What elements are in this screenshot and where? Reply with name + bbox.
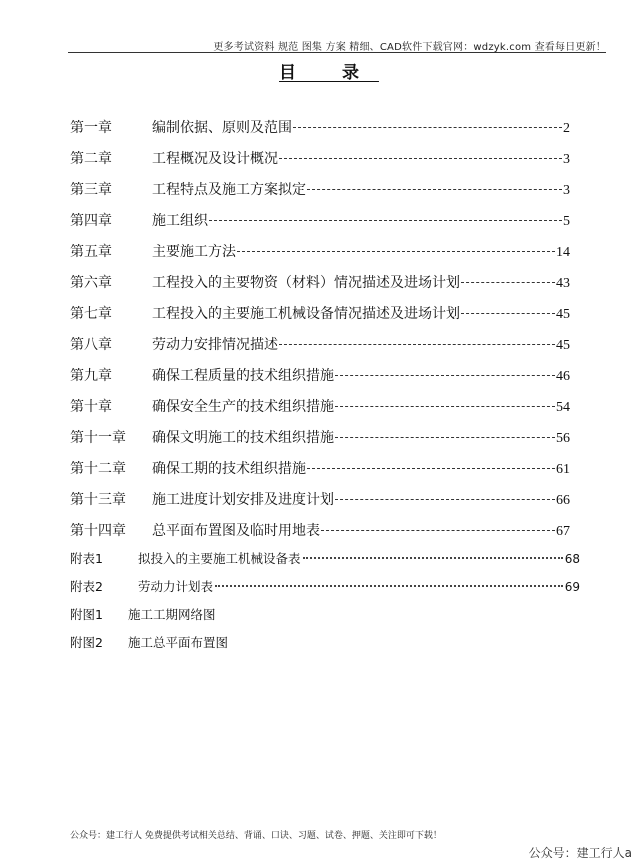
toc-chapter: 第四章: [70, 213, 112, 229]
toc-page: 67: [556, 524, 570, 539]
toc-title: 确保安全生产的技术组织措施: [152, 399, 334, 415]
appendix-label: 附图2: [70, 635, 103, 650]
toc-leader: [335, 405, 555, 407]
table-of-contents: [70, 117, 570, 551]
appendix-title: 劳动力计划表: [138, 579, 214, 594]
appendix-page: 68: [564, 552, 580, 566]
toc-chapter: 第十二章: [70, 461, 126, 477]
appendix-row[interactable]: [70, 549, 580, 577]
appendix-title: 拟投入的主要施工机械设备表: [138, 551, 301, 566]
header-note: 更多考试资料 规范 图集 方案 精细、CAD软件下载官网：wdzyk.com 查看每日更新！: [213, 42, 606, 53]
toc-page: 14: [556, 245, 570, 260]
appendix-label: 附表1: [70, 551, 103, 566]
toc-title: 施工组织: [152, 213, 208, 229]
toc-page: 46: [556, 369, 570, 384]
appendix-row[interactable]: [70, 577, 580, 605]
toc-leader: [279, 157, 562, 159]
appendix-list: [70, 549, 580, 661]
toc-title: 总平面布置图及临时用地表: [152, 523, 320, 539]
toc-leader: [321, 529, 555, 531]
toc-leader: [279, 343, 555, 345]
toc-title: 工程概况及设计概况: [152, 151, 278, 167]
toc-page: 43: [556, 276, 570, 291]
toc-title: 工程特点及施工方案拟定: [152, 182, 306, 198]
toc-title: 主要施工方法: [152, 244, 236, 260]
toc-row[interactable]: [70, 334, 570, 365]
toc-page: 54: [556, 400, 570, 415]
toc-page: 3: [563, 183, 570, 198]
toc-leader: [335, 436, 555, 438]
toc-title: 施工进度计划安排及进度计划: [152, 492, 334, 508]
toc-row[interactable]: [70, 272, 570, 303]
toc-row[interactable]: [70, 148, 570, 179]
toc-page: 61: [556, 462, 570, 477]
appendix-label: 附表2: [70, 579, 103, 594]
toc-leader: [307, 188, 562, 190]
footer-note: 公众号：建工行人 免费提供考试相关总结、背诵、口诀、习题、试卷、押题、关注即可下载！: [70, 831, 442, 841]
toc-page: 45: [556, 338, 570, 353]
toc-title: 劳动力安排情况描述: [152, 337, 278, 353]
appendix-row[interactable]: [70, 605, 580, 633]
toc-leader: [237, 250, 555, 252]
appendix-row[interactable]: [70, 633, 580, 661]
toc-page: 45: [556, 307, 570, 322]
toc-chapter: 第十四章: [70, 523, 126, 539]
toc-chapter: 第十三章: [70, 492, 126, 508]
toc-leader: [335, 498, 555, 500]
toc-page: 2: [563, 121, 570, 136]
toc-chapter: 第一章: [70, 120, 112, 136]
appendix-title: 施工总平面布置图: [128, 635, 229, 650]
toc-title: 工程投入的主要物资（材料）情况描述及进场计划: [152, 275, 460, 291]
toc-title: 确保工期的技术组织措施: [152, 461, 306, 477]
toc-row[interactable]: [70, 210, 570, 241]
toc-row[interactable]: [70, 489, 570, 520]
toc-leader: [293, 126, 562, 128]
appendix-label: 附图1: [70, 607, 103, 622]
toc-leader: [209, 219, 562, 221]
toc-row[interactable]: [70, 303, 570, 334]
appendix-page: 69: [564, 580, 580, 594]
toc-chapter: 第三章: [70, 182, 112, 198]
toc-chapter: 第二章: [70, 151, 112, 167]
toc-chapter: 第八章: [70, 337, 112, 353]
toc-leader: [461, 281, 555, 283]
appendix-title: 施工工期网络图: [128, 607, 216, 622]
toc-row[interactable]: [70, 241, 570, 272]
toc-chapter: 第九章: [70, 368, 112, 384]
toc-title: 编制依据、原则及范围: [152, 120, 292, 136]
toc-leader: [461, 312, 555, 314]
toc-row[interactable]: [70, 365, 570, 396]
toc-chapter: 第六章: [70, 275, 112, 291]
page-title: [0, 58, 638, 83]
toc-leader: [307, 467, 555, 469]
toc-page: 5: [563, 214, 570, 229]
toc-row[interactable]: [70, 179, 570, 210]
page-title-text: 目 录: [279, 63, 379, 83]
header-divider: [68, 52, 606, 53]
toc-leader: [335, 374, 555, 376]
toc-row[interactable]: [70, 520, 570, 551]
toc-page: 56: [556, 431, 570, 446]
toc-row[interactable]: [70, 117, 570, 148]
watermark: 公众号：建工行人a: [528, 846, 632, 860]
toc-chapter: 第五章: [70, 244, 112, 260]
appendix-leader: [303, 556, 563, 559]
toc-title: 确保工程质量的技术组织措施: [152, 368, 334, 384]
toc-page: 66: [556, 493, 570, 508]
toc-page: 3: [563, 152, 570, 167]
toc-title: 工程投入的主要施工机械设备情况描述及进场计划: [152, 306, 460, 322]
toc-chapter: 第七章: [70, 306, 112, 322]
appendix-leader: [215, 584, 563, 587]
toc-row[interactable]: [70, 396, 570, 427]
toc-row[interactable]: [70, 427, 570, 458]
toc-title: 确保文明施工的技术组织措施: [152, 430, 334, 446]
toc-chapter: 第十一章: [70, 430, 126, 446]
toc-row[interactable]: [70, 458, 570, 489]
toc-chapter: 第十章: [70, 399, 112, 415]
